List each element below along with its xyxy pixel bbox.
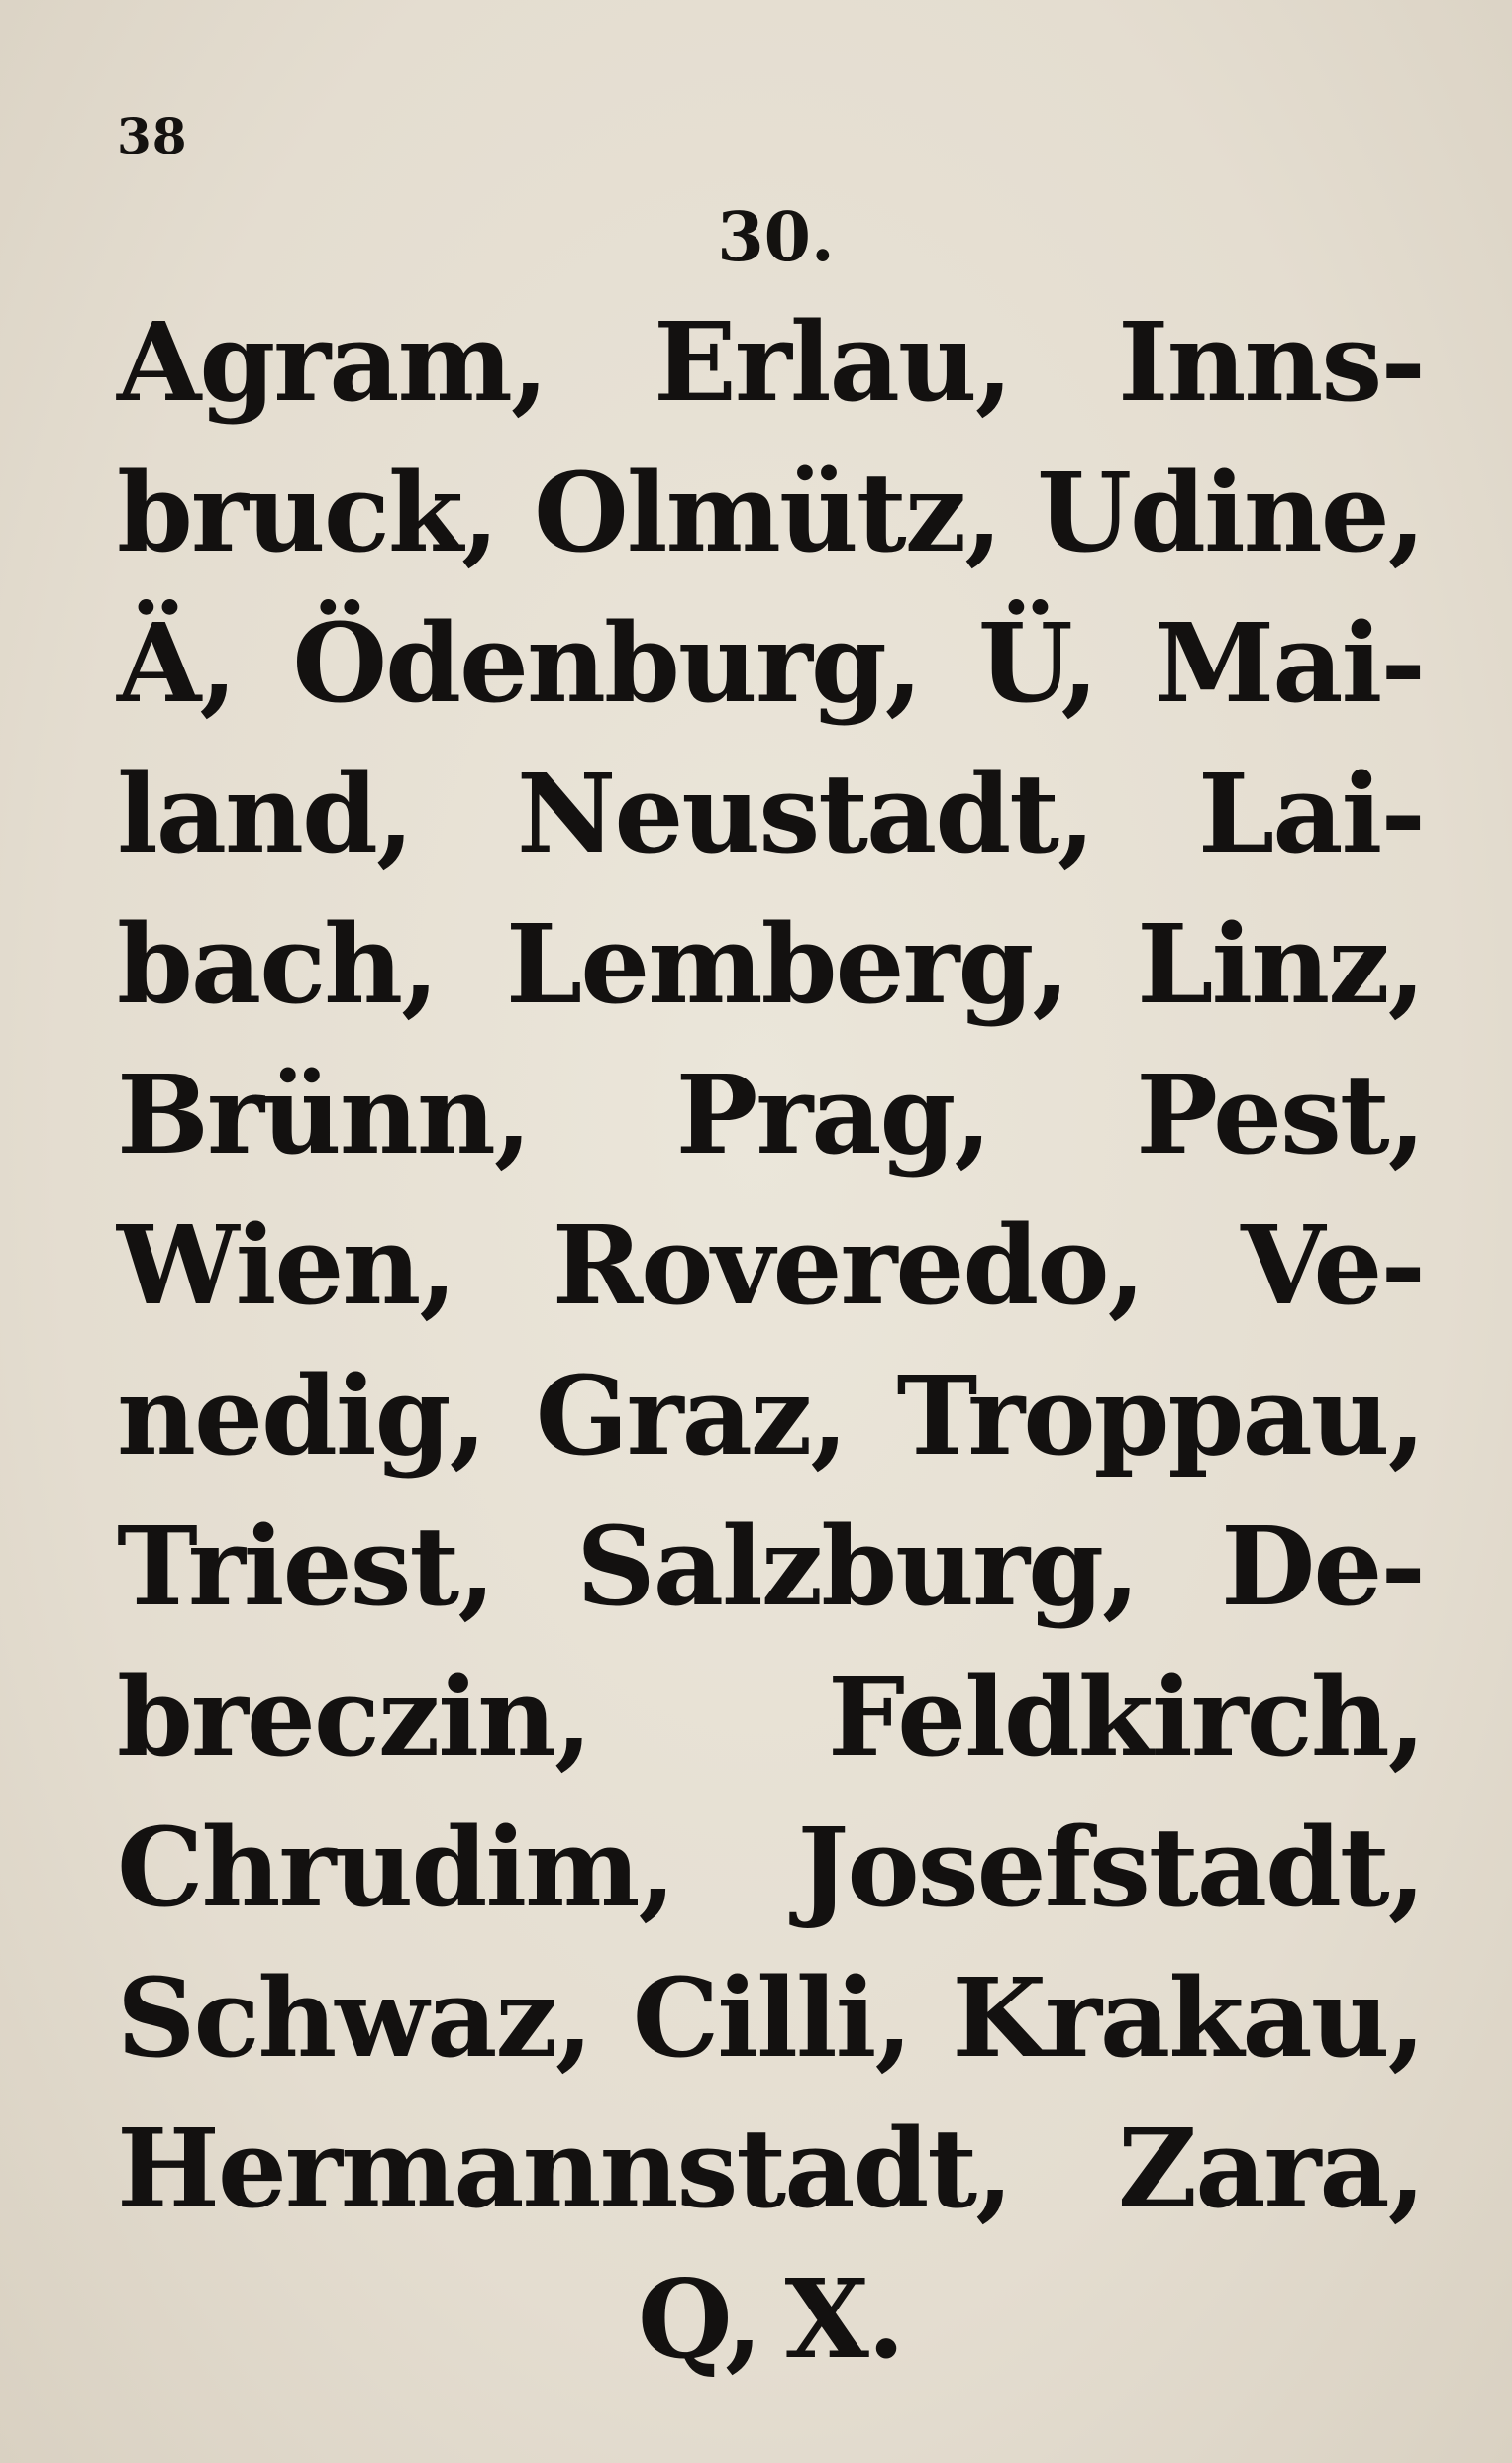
word: Olmütz,	[533, 449, 1001, 576]
word: Pest,	[1136, 1051, 1424, 1179]
city-list-text	[117, 287, 1424, 2395]
word: Josefstadt,	[797, 1803, 1424, 1931]
word: Linz,	[1137, 900, 1424, 1028]
word: Feldkirch,	[828, 1653, 1424, 1781]
word: Agram,	[117, 298, 548, 426]
text-line	[117, 1190, 1424, 1341]
page-number: 38	[117, 107, 188, 165]
text-line	[117, 2094, 1424, 2244]
text-line	[117, 1943, 1424, 2094]
word: Ä,	[117, 599, 236, 727]
word: Chrudim,	[117, 1803, 674, 1931]
text-line	[117, 1642, 1424, 1793]
word: nedig,	[117, 1352, 485, 1480]
section-number: 30.	[717, 198, 835, 277]
word: Roveredo,	[552, 1201, 1144, 1329]
word: Triest,	[117, 1502, 494, 1630]
word: Schwaz,	[117, 1954, 592, 2082]
text-line	[117, 588, 1424, 739]
word: De-	[1220, 1502, 1424, 1630]
word: Erlau,	[654, 298, 1012, 426]
word: Krakau,	[952, 1954, 1424, 2082]
text-line	[117, 739, 1424, 889]
word: Ödenburg,	[292, 599, 922, 727]
word: Hermannstadt,	[117, 2104, 1012, 2232]
word: breczin,	[117, 1653, 591, 1781]
text-line	[117, 2244, 1424, 2395]
text-line	[117, 1793, 1424, 1943]
word: Graz,	[535, 1352, 847, 1480]
text-line	[117, 287, 1424, 438]
word: Q,	[637, 2255, 761, 2383]
word: Zara,	[1117, 2104, 1424, 2232]
text-line	[117, 438, 1424, 588]
word: Neustadt,	[516, 750, 1094, 877]
word: Udine,	[1037, 449, 1424, 576]
word: Salzburg,	[576, 1502, 1139, 1630]
word: bruck,	[117, 449, 498, 576]
word: Ü,	[977, 599, 1097, 727]
word: Inns-	[1117, 298, 1424, 426]
text-line	[117, 1040, 1424, 1190]
word: Lai-	[1197, 750, 1424, 877]
text-line	[117, 1491, 1424, 1642]
word: Wien,	[117, 1201, 455, 1329]
word: Brünn,	[117, 1051, 531, 1179]
word: Mai-	[1154, 599, 1424, 727]
word: Prag,	[675, 1051, 990, 1179]
word: bach,	[117, 900, 438, 1028]
text-line	[117, 889, 1424, 1040]
word: Ve-	[1241, 1201, 1424, 1329]
word: Lemberg,	[505, 900, 1068, 1028]
word: land,	[117, 750, 413, 877]
word: Troppau,	[896, 1352, 1424, 1480]
word: Cilli,	[632, 1954, 911, 2082]
text-line	[117, 1341, 1424, 1491]
word: X.	[784, 2255, 904, 2383]
